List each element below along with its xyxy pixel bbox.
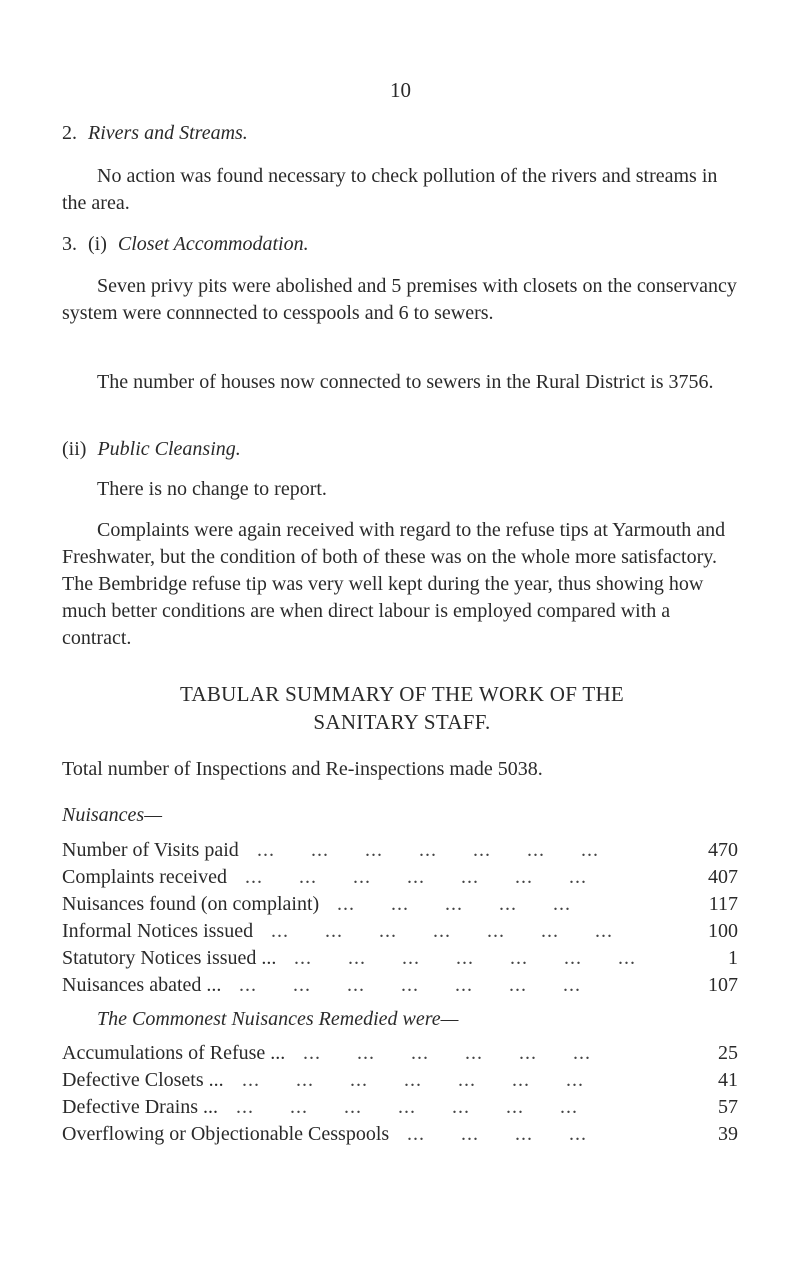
nuisance-row bbox=[62, 974, 738, 1000]
nuisance-row bbox=[62, 893, 738, 919]
remedied-row bbox=[62, 1042, 738, 1068]
nuisance-value: 100 bbox=[708, 920, 738, 942]
page-number: 10 bbox=[390, 78, 411, 102]
nuisance-row bbox=[62, 920, 738, 946]
nuisance-value: 1 bbox=[728, 947, 738, 969]
closet-accommodation-title: Closet Accommodation. bbox=[117, 233, 309, 255]
leader-dots: ... ... ... ... ... bbox=[337, 893, 571, 915]
remedied-value: 25 bbox=[718, 1042, 738, 1064]
remedied-value: 57 bbox=[718, 1096, 738, 1118]
cleansing-paragraph-1: There is no change to report. bbox=[97, 478, 327, 500]
nuisance-label: Complaints received bbox=[62, 866, 227, 888]
leader-dots: ... ... ... ... ... ... ... bbox=[271, 920, 613, 942]
section-2-number: 2. bbox=[62, 122, 77, 144]
closet-paragraph-2: The number of houses now connected to sewers in the Rural District is 3756. bbox=[97, 371, 714, 393]
nuisance-label: Nuisances abated ... bbox=[62, 974, 222, 996]
summary-heading-line-1: TABULAR SUMMARY OF THE WORK OF THE bbox=[179, 682, 625, 706]
nuisance-label: Statutory Notices issued ... bbox=[62, 947, 277, 969]
nuisance-value: 117 bbox=[708, 893, 738, 915]
leader-dots: ... ... ... ... ... ... bbox=[303, 1042, 591, 1064]
leader-dots: ... ... ... ... ... ... ... bbox=[242, 1069, 584, 1091]
remedied-row bbox=[62, 1069, 738, 1095]
section-3-sub-i: (i) bbox=[88, 233, 107, 255]
remedied-label: Defective Drains ... bbox=[62, 1096, 219, 1118]
leader-dots: ... ... ... ... ... ... ... bbox=[236, 1096, 578, 1118]
section-3-sub-ii: (ii) bbox=[62, 438, 87, 460]
cleansing-paragraph-2: Complaints were again received with regard to the refuse tips at Yarmouth and Freshwater, but the condition of both of these was on the whole more satisfactory. The Bembridge refuse tip was very well kept during the year, thus showing how much better conditions are when direct labour is employed compared with a contract. bbox=[62, 519, 726, 649]
section-2-title: Rivers and Streams. bbox=[88, 122, 248, 144]
remedied-label: Overflowing or Objectionable Cesspools bbox=[62, 1123, 390, 1145]
remedied-label: Accumulations of Refuse ... bbox=[62, 1042, 286, 1064]
nuisance-row bbox=[62, 866, 738, 892]
remedied-row bbox=[62, 1096, 738, 1122]
section-2-text: No action was found necessary to check pollution of the rivers and streams in the area. bbox=[62, 165, 718, 214]
summary-heading-line-2: SANITARY STAFF. bbox=[313, 710, 491, 734]
remedied-value: 41 bbox=[718, 1069, 738, 1091]
nuisance-row bbox=[62, 947, 738, 973]
leader-dots: ... ... ... ... ... ... ... bbox=[239, 974, 581, 996]
nuisances-label: Nuisances— bbox=[62, 804, 162, 826]
nuisance-row bbox=[62, 839, 738, 865]
remedied-row bbox=[62, 1123, 738, 1149]
total-inspections: Total number of Inspections and Re-inspections made 5038. bbox=[62, 758, 543, 780]
nuisance-value: 107 bbox=[708, 974, 738, 996]
public-cleansing-heading bbox=[62, 438, 241, 461]
section-3-number: 3. bbox=[62, 233, 77, 255]
remedied-label: Defective Closets ... bbox=[62, 1069, 224, 1091]
leader-dots: ... ... ... ... ... ... ... bbox=[245, 866, 587, 888]
leader-dots: ... ... ... ... ... ... ... bbox=[257, 839, 599, 861]
nuisance-value: 470 bbox=[708, 839, 738, 861]
public-cleansing-title: Public Cleansing. bbox=[97, 438, 241, 460]
remedied-value: 39 bbox=[718, 1123, 738, 1145]
closet-paragraph-1: Seven privy pits were abolished and 5 premises with closets on the conservancy system were connnected to cesspools and 6 to sewers. bbox=[62, 275, 737, 324]
nuisance-label: Nuisances found (on complaint) bbox=[62, 893, 320, 915]
section-2-heading bbox=[62, 122, 248, 145]
nuisance-label: Number of Visits paid bbox=[62, 839, 239, 861]
nuisance-label: Informal Notices issued bbox=[62, 920, 254, 942]
leader-dots: ... ... ... ... bbox=[407, 1123, 587, 1145]
leader-dots: ... ... ... ... ... ... ... bbox=[294, 947, 636, 969]
remedied-label: The Commonest Nuisances Remedied were— bbox=[97, 1008, 459, 1030]
section-3-heading bbox=[62, 233, 309, 256]
nuisance-value: 407 bbox=[708, 866, 738, 888]
